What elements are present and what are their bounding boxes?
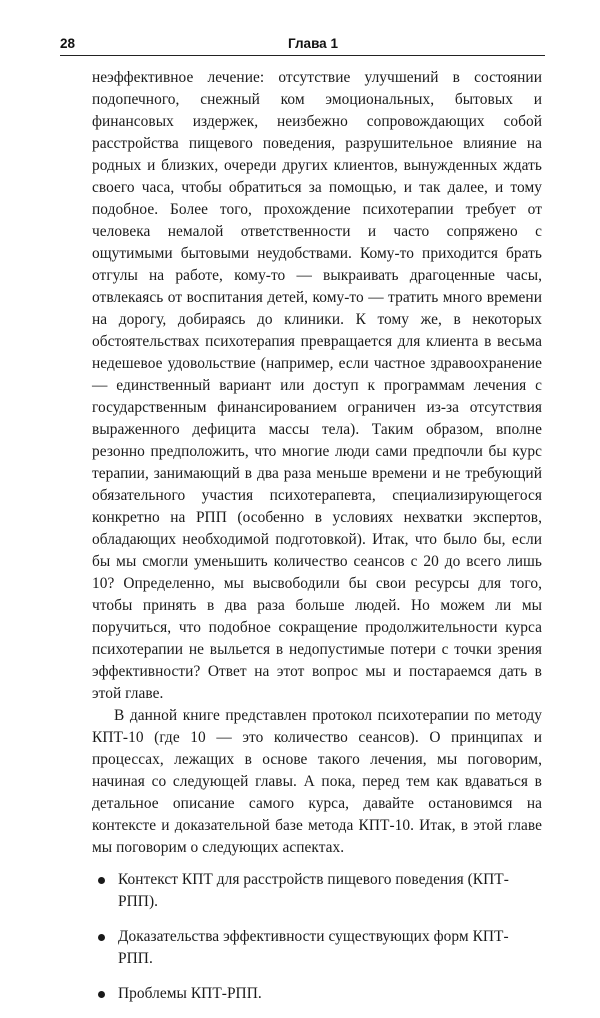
page-number: 28 <box>60 36 76 51</box>
bullet-icon <box>98 877 105 884</box>
header-rule <box>60 55 545 56</box>
chapter-title: Глава 1 <box>288 36 338 51</box>
running-header <box>60 36 545 56</box>
list-item-text: Проблемы КПТ-РПП. <box>118 985 262 1002</box>
bullet-icon <box>98 991 105 998</box>
list-item <box>92 983 542 1005</box>
list-item-text: Доказательства эффективности существующих форм КПТ-РПП. <box>118 928 509 967</box>
list-item <box>92 926 542 970</box>
bullet-icon <box>98 934 105 941</box>
page-body <box>92 67 542 1018</box>
paragraph-continued: неэффективное лечение: отсутствие улучшений в состоянии подопечного, снежный ком эмоциональных, бытовых и финансовых издержек, неизбежно сопровождающих собой расстройства пищевого поведения, разрушительное влияние на родных и близких, очереди других клиентов, вынужденных ждать своего часа, чтобы обратиться за помощью, и так далее, и тому подобное. Более того, прохождение психотерапии требует от человека немалой ответственности и часто сопряжено с ощутимыми бытовыми неудобствами. Кому-то приходится брать отгулы на работе, кому-то — выкраивать драгоценные часы, отвлекаясь от воспитания детей, кому-то — тратить много времени на дорогу, добираясь до клиники. К тому же, в некоторых обстоятельствах психотерапия превращается для клиента в весьма недешевое удовольствие (например, если частное здравоохранение — единственный вариант или доступ к программам лечения с государственным финансированием ограничен из-за отсутствия выраженного дефицита массы тела). Таким образом, вполне резонно предположить, что многие люди сами предпочли бы курс терапии, занимающий в два раза меньше времени и не требующий обязательного участия психотерапевта, специализирующегося конкретно на РПП (особенно в условиях нехватки экспертов, обладающих необходимой подготовкой). Итак, что было бы, если бы мы смогли уменьшить количество сеансов с 20 до всего лишь 10? Определенно, мы высвободили бы свои ресурсы для того, чтобы принять в два раза больше людей. Но можем ли мы поручиться, что подобное сокращение продолжительности курса психотерапии не выльется в недопустимые потери с точки зрения эффективности? Ответ на этот вопрос мы и постараемся дать в этой главе. <box>92 69 542 702</box>
list-item <box>92 869 542 913</box>
list-item-text: Контекст КПТ для расстройств пищевого поведения (КПТ-РПП). <box>118 871 509 910</box>
aspect-list <box>92 869 542 1005</box>
paragraph-intro: В данной книге представлен протокол психотерапии по методу КПТ-10 (где 10 — это количество сеансов). О принципах и процессах, лежащих в основе такого лечения, мы поговорим, начиная со следующей главы. А пока, перед тем как вдаваться в детальное описание самого курса, давайте остановимся на контексте и доказательной базе метода КПТ-10. Итак, в этой главе мы поговорим о следующих аспектах. <box>92 707 542 856</box>
